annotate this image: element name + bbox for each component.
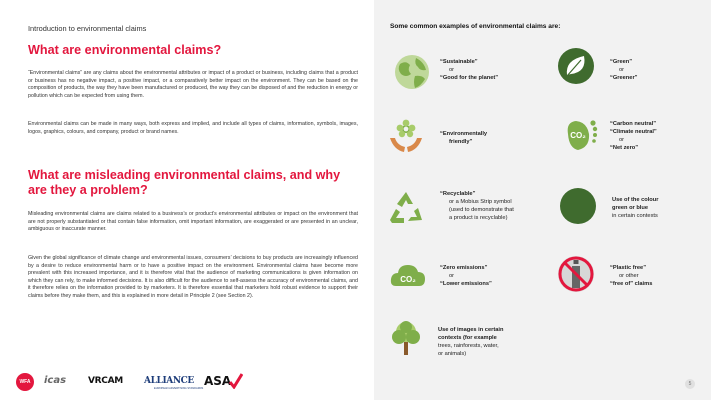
alliance-logo-subtitle: EUROPEAN ADVERTISING STANDARDS bbox=[154, 387, 204, 390]
colour-label: Use of the colour green or blue in certain contexts bbox=[612, 197, 659, 219]
alliance-logo: ALLIANCE bbox=[144, 376, 194, 386]
globe-icon bbox=[392, 52, 432, 92]
asa-tick-icon bbox=[229, 373, 243, 389]
section-label: Introduction to environmental claims bbox=[28, 24, 147, 33]
carbon-co2-text: CO₂ bbox=[570, 131, 586, 140]
page-number: 5 bbox=[685, 379, 695, 389]
paragraph-definition: “Environmental claims” are any claims about the environmental attributes or impact of a product or business, including claims that a product or business has no negative impact, a positive impact, or a comparatively better impact on the environment. They can be based on the composition of products, the way they have been manufactured or produced, the way they can be disposed of and the reduction in energy or pollution which can be expected from using them. bbox=[28, 70, 358, 99]
wfa-logo: WFA bbox=[16, 373, 34, 391]
paragraph-misleading-definition: Misleading environmental claims are claims related to a business’s or product’s environmental attributes or impact on the environment that are not properly substantiated or that contain false information, omit important information, are exaggerated or are presented in an unclear, ambiguous or inaccurate manner. bbox=[28, 211, 358, 232]
paragraph-ways: Environmental claims can be made in many ways, both express and implied, and include all types of claims, information, symbols, images, logos, graphics, colours, and company, product or brand names. bbox=[28, 121, 358, 135]
zero-emissions-label: “Zero emissions” or “Lower emissions” bbox=[440, 265, 492, 287]
vrcam-logo: VRCAM bbox=[88, 376, 123, 386]
examples-intro: Some common examples of environmental claims are: bbox=[390, 23, 561, 30]
green-label: “Green” or “Greener” bbox=[610, 59, 638, 81]
carbon-neutral-label: “Carbon neutral” “Climate neutral” or “Net zero” bbox=[610, 121, 657, 151]
heading-what-are-claims: What are environmental claims? bbox=[28, 43, 222, 57]
no-plastic-bottle-icon bbox=[556, 254, 596, 294]
recycle-icon bbox=[386, 188, 426, 228]
hands-flower-icon bbox=[386, 116, 426, 156]
sustainable-label: “Sustainable” or “Good for the planet” bbox=[440, 59, 499, 81]
zero-co2-text: CO₂ bbox=[400, 275, 416, 284]
right-panel bbox=[374, 0, 711, 400]
images-label: Use of images in certain contexts (for example trees, rainforests, water, or animals) bbox=[438, 327, 504, 357]
heading-misleading-claims: What are misleading environmental claims, and why are they a problem? bbox=[28, 168, 341, 197]
friendly-label: “Environmentally friendly” bbox=[440, 131, 488, 145]
paragraph-significance: Given the global significance of climate change and environmental issues, consumers’ decisions to buy products are increasingly influenced by a desire to reduce environmental harm or to have a positive impact on the environment. Environmental claims have become more prevalent with this increased importance, and it is therefore vital that the audience of marketing communications is given information on which they can rely, to make informed decisions. It is also difficult for the audience to self-assess the accuracy of environmental claims, and it therefore relies on the information provided to by marketers. It is therefore essential that marketers hold robust evidence to support their claims before they make them, and this is explained in more detail in Principle 2 (see Section 2). bbox=[28, 255, 358, 299]
co2-cloud-icon bbox=[388, 256, 428, 296]
partner-logos bbox=[16, 372, 346, 392]
plastic-free-label: “Plastic free” or other “free of” claims bbox=[610, 265, 653, 287]
recyclable-label: “Recyclable” or a Mobius Strip symbol (used to demonstrate that a product is recyclable) bbox=[440, 191, 514, 221]
icas-logo: icas bbox=[44, 375, 67, 386]
co2-footprint-icon bbox=[560, 114, 600, 154]
green-circle-icon bbox=[558, 186, 598, 226]
asa-logo: ASA bbox=[204, 374, 232, 388]
leaf-icon bbox=[556, 46, 596, 86]
tree-icon bbox=[386, 318, 426, 358]
